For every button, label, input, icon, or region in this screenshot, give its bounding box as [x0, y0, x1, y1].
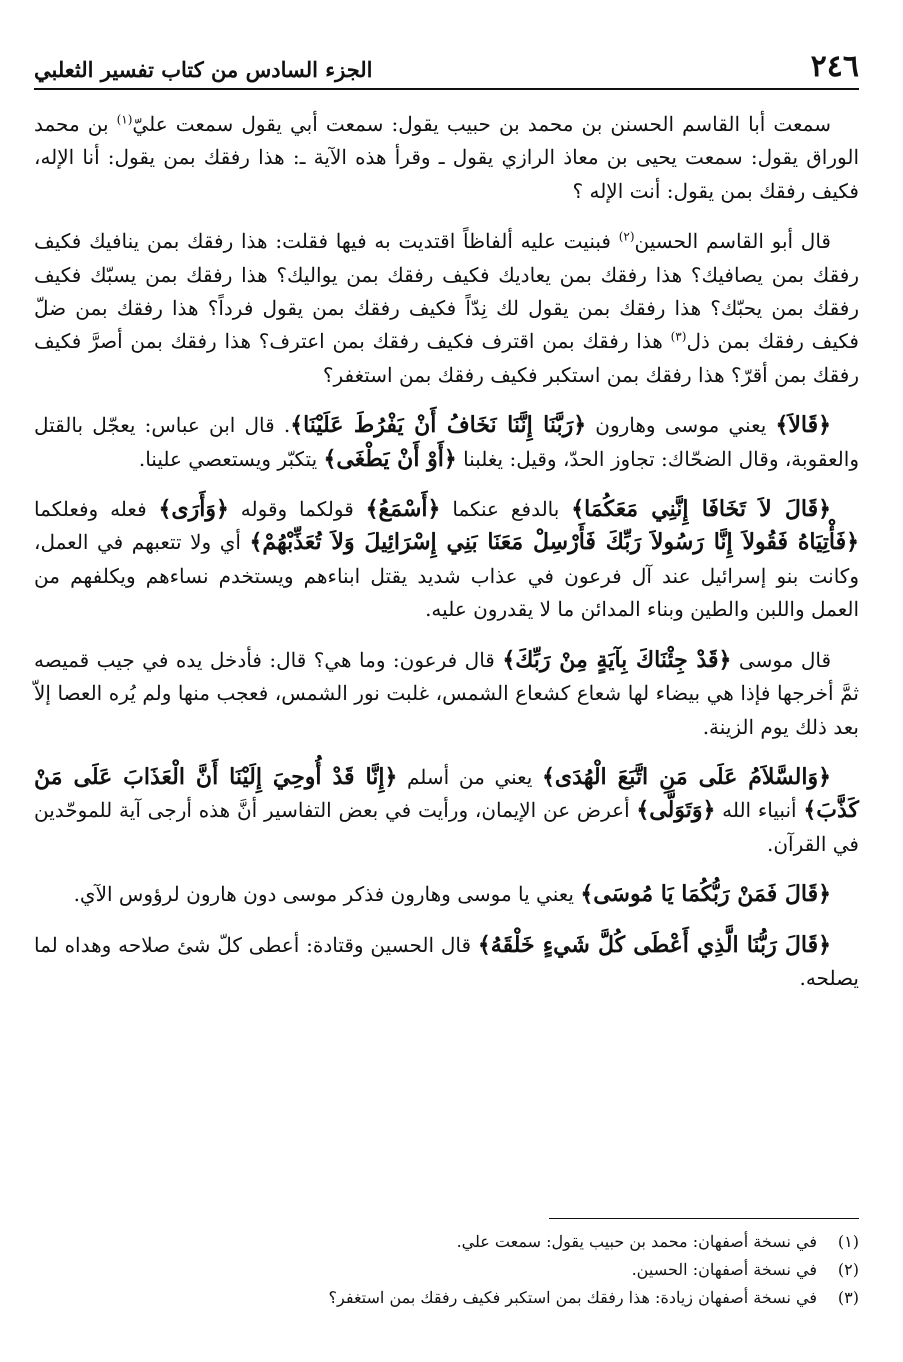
- paragraph-text: أنبياء الله: [715, 798, 804, 823]
- footnote-text: في نسخة أصفهان: الحسين.: [631, 1260, 817, 1279]
- paragraph: [34, 225, 859, 392]
- quran-verse: ﴿وَالسَّلاَمُ عَلَى مَنِ اتَّبَعَ الْهُدَى﴾: [542, 763, 831, 790]
- paragraph: [34, 761, 859, 861]
- paragraph: [34, 929, 859, 996]
- paragraph-text: قال موسى: [731, 647, 832, 672]
- running-title: الجزء السادس من كتاب تفسير الثعلبي: [34, 57, 373, 82]
- paragraph-text: يعني من أسلم: [397, 764, 543, 789]
- quran-verse: ﴿رَبَّنَا إِنَّنَا نَخَافُ أَنْ يَفْرُطَ عَلَيْنَا﴾: [290, 412, 587, 439]
- quran-verse: ﴿قَدْ جِئْنَاكَ بِآيَةٍ مِنْ رَبِّكَ﴾: [502, 646, 732, 673]
- paragraph-text: هذا رفقك بمن اقترف فكيف رفقك بمن اعترف؟ هذا رفقك بمن أصرَّ فكيف رفقك بمن أقرّ؟ هذا رفقك بمن استكبر فكيف رفقك بمن استغفر؟: [34, 329, 859, 387]
- header-rule: [34, 88, 859, 90]
- quran-verse: ﴿إِنَّا قَدْ أُوحِيَ إِلَيْنَا أَنَّ الْعَذَابَ عَلَى مَنْ كَذَّبَ﴾: [34, 763, 859, 824]
- paragraph: [34, 644, 859, 744]
- quran-verse: ﴿قَالَ فَمَنْ رَبُّكُمَا يَا مُوسَى﴾: [580, 881, 831, 908]
- paragraph-text: قال فرعون: وما هي؟ قال: فأدخل يده في جيب قميصه ثمَّ أخرجها فإذا هي بيضاء لها شعاع كشعاع الشمس، غلبت نور الشمس، فعجب منها ولم يُره العصا إلاّ بعد ذلك يوم الزينة.: [34, 647, 859, 739]
- footnote-number: (٣): [837, 1288, 859, 1307]
- quran-verse: ﴿أَسْمَعُ﴾: [365, 496, 441, 523]
- paragraph-text: قولكما وقوله: [228, 497, 366, 522]
- main-text: [34, 108, 859, 1012]
- paragraph-text: قال أبو القاسم الحسين: [634, 229, 831, 254]
- footnote-reference: (٣): [670, 329, 687, 344]
- paragraph-text: بالدفع عنكما: [440, 497, 572, 522]
- footnote: [34, 1228, 859, 1256]
- footnote-rule: [549, 1218, 859, 1219]
- paragraph-text: سمعت أبا القاسم الحسنن بن محمد بن حبيب يقول: سمعت أبي يقول سمعت عليّ: [132, 112, 831, 136]
- quran-verse: ﴿أَوْ أَنْ يَطْغَى﴾: [323, 445, 457, 472]
- paragraph-text: يعني يا موسى وهارون فذكر موسى دون هارون لرؤوس الآي.: [73, 882, 581, 907]
- footnote-text: في نسخة أصفهان: محمد بن حبيب يقول: سمعت علي.: [456, 1232, 817, 1251]
- quran-verse: ﴿وَأَرَى﴾: [158, 496, 229, 523]
- footnote-number: (٢): [837, 1260, 859, 1279]
- page-header: [34, 40, 859, 86]
- paragraph-text: أي ولا تتعبهم في العمل، وكانت بنو إسرائيل عند آل فرعون في عذاب شديد يقتل ابناءهم ويستخدم نساءهم ويكلفهم من العمل واللبن والطين وبناء المدائن ما لا يقدرون عليه.: [34, 530, 859, 622]
- footnote-number: (١): [837, 1232, 859, 1251]
- paragraph-text: أعرض عن الإيمان، ورأيت في بعض التفاسير أنَّ هذه أرجى آية للموحّدين في القرآن.: [34, 798, 859, 856]
- paragraph: [34, 409, 859, 476]
- quran-verse: ﴿قَالَ لاَ تَخَافَا إِنَّنِي مَعَكُمَا﴾: [571, 496, 831, 523]
- paragraph-text: بن محمد الوراق يقول: سمعت يحيى بن معاذ الرازي يقول ـ وقرأ هذه الآية ـ: هذا رفقك بمن يقول: أنا الإله، فكيف رفقك بمن يقول: أنت الإله ؟: [34, 112, 859, 203]
- footnote-reference: (١): [116, 112, 133, 127]
- paragraph-text: فبنيت عليه ألفاظاً اقتديت به فيها فقلت: هذا رفقك بمن ينافيك فكيف رفقك بمن يصافيك؟ هذا رفقك بمن يعاديك فكيف رفقك بمن يواليك؟ هذا رفقك بمن يسبّك فكيف رفقك بمن يحبّك؟ هذا رفقك بمن يقول لك نِدّاً فكيف رفقك بمن يقول فرداً؟ هذا رفقك بمن ضلّ فكيف رفقك بمن ذل: [34, 229, 859, 354]
- footnote-text: في نسخة أصفهان زيادة: هذا رفقك بمن استكبر فكيف رفقك بمن استغفر؟: [328, 1288, 817, 1307]
- footnote-reference: (٢): [618, 229, 635, 244]
- quran-verse: ﴿فَأْتِيَاهُ فَقُولاَ إِنَّا رَسُولاَ رَبِّكَ فَأَرْسِلْ مَعَنَا بَنِي إِسْرَائِيلَ وَلاَ تُعَذِّبْهُمْ﴾: [249, 529, 859, 556]
- quran-verse: ﴿وَتَوَلَّى﴾: [636, 797, 716, 824]
- footnote: [34, 1256, 859, 1284]
- page-number: ٢٤٦: [810, 49, 859, 84]
- footnote: [34, 1284, 859, 1312]
- paragraph: [34, 108, 859, 208]
- footnotes: [34, 1228, 859, 1312]
- paragraph-text: يعني موسى وهارون: [586, 413, 776, 438]
- paragraph-text: قال الحسين وقتادة: أعطى كلّ شئ صلاحه وهداه لما يصلحه.: [34, 932, 859, 990]
- paragraph: [34, 493, 859, 627]
- quran-verse: ﴿قَالَ رَبُّنَا الَّذِي أَعْطَى كُلَّ شَيءٍ خَلْقَهُ﴾: [477, 931, 832, 958]
- paragraph-text: . قال ابن عباس: يعجّل بالقتل والعقوبة، وقال الضحّاك: تجاوز الحدّ، وقيل: يغلبنا: [34, 413, 859, 471]
- paragraph: [34, 878, 859, 911]
- quran-verse: ﴿قَالاَ﴾: [775, 412, 832, 439]
- paragraph-text: فعله وفعلكما: [34, 497, 159, 522]
- paragraph-text: يتكبّر ويستعصي علينا.: [138, 446, 324, 471]
